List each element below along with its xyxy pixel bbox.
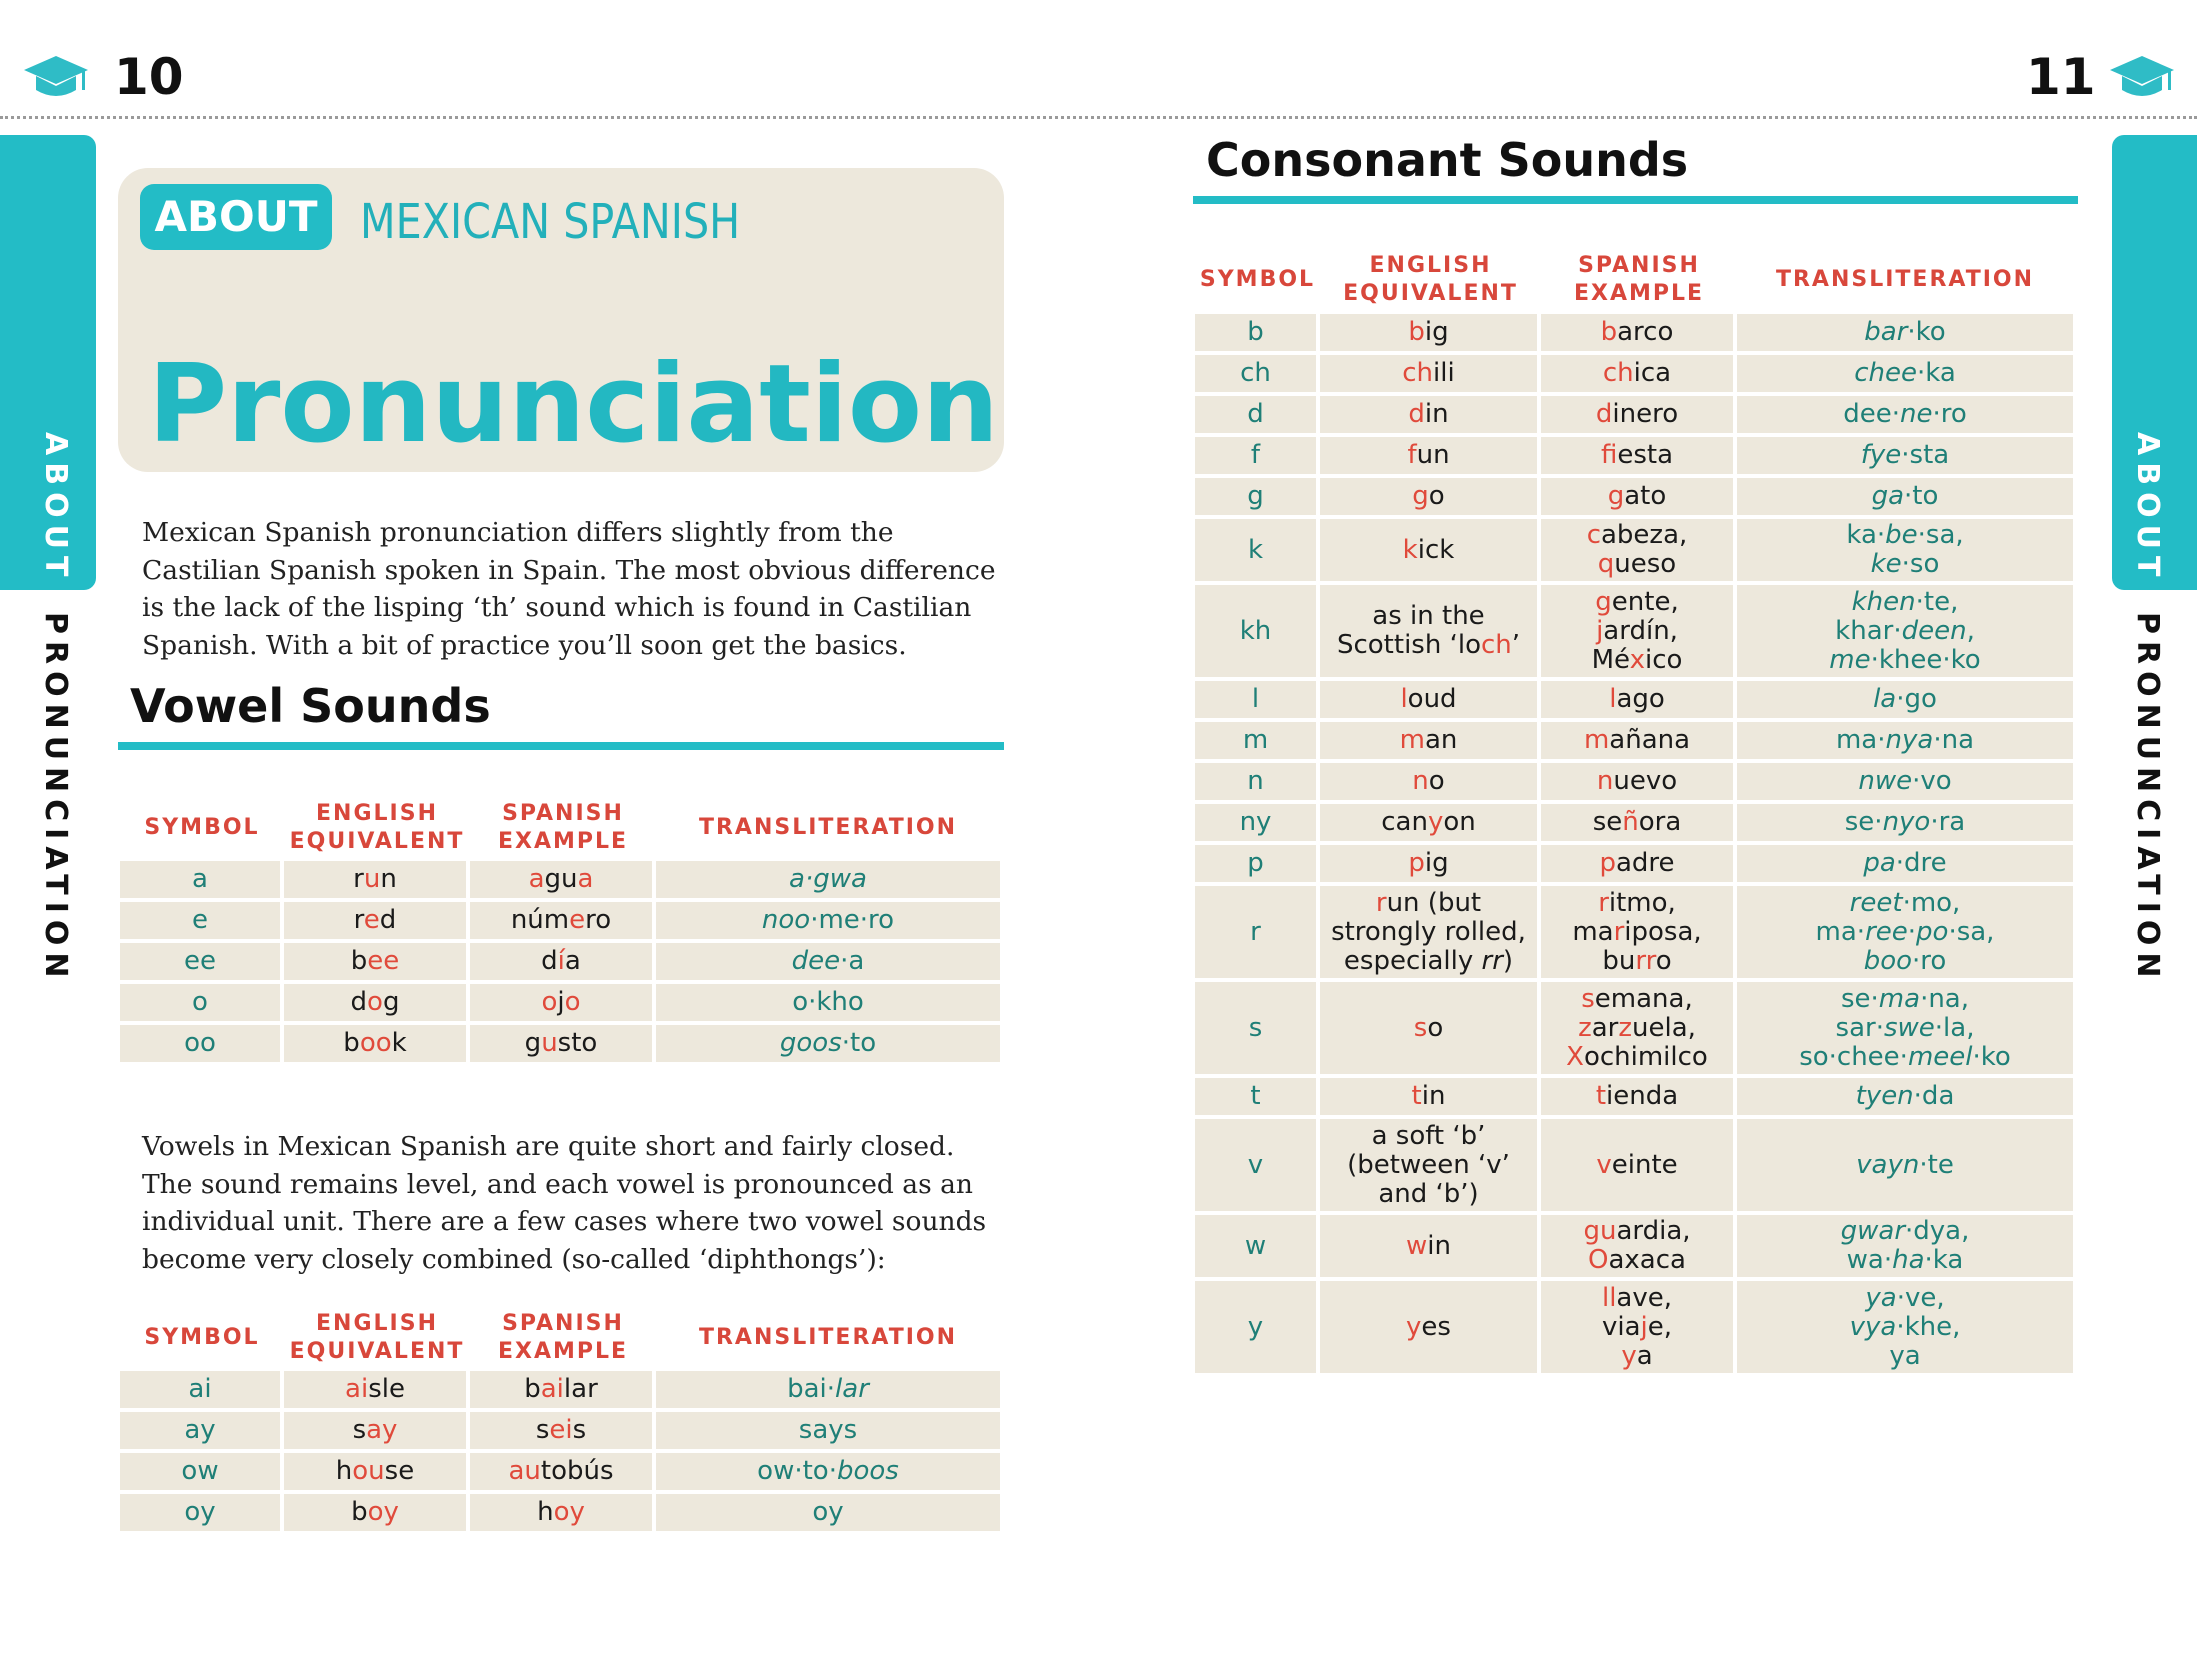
table-row bbox=[120, 1412, 1000, 1453]
cell-english: yes bbox=[1320, 1281, 1541, 1377]
graduation-cap-icon bbox=[22, 52, 90, 102]
cell-symbol: oo bbox=[120, 1025, 284, 1066]
cell-english: run (but strongly rolled, especially rr) bbox=[1320, 886, 1541, 982]
banner-subtitle: MEXICAN SPANISH bbox=[360, 194, 741, 250]
side-tab-right-sublabel: PRONUNCIATION bbox=[2130, 612, 2165, 985]
cell-spanish: ritmo, mariposa, burro bbox=[1541, 886, 1737, 982]
cell-transliteration: noo·me·ro bbox=[656, 902, 1000, 943]
col-english: ENGLISH EQUIVALENT bbox=[1343, 253, 1518, 306]
cell-spanish: dinero bbox=[1541, 396, 1737, 437]
cell-english: canyon bbox=[1320, 804, 1541, 845]
cell-symbol: e bbox=[120, 902, 284, 943]
cell-spanish: barco bbox=[1541, 314, 1737, 355]
cell-symbol: ai bbox=[120, 1371, 284, 1412]
cell-transliteration: la·go bbox=[1737, 681, 2073, 722]
cell-symbol: r bbox=[1195, 886, 1320, 982]
cell-english: run bbox=[284, 861, 470, 902]
cell-symbol: ee bbox=[120, 943, 284, 984]
table-row bbox=[120, 902, 1000, 943]
cell-transliteration: se·nyo·ra bbox=[1737, 804, 2073, 845]
cell-symbol: m bbox=[1195, 722, 1320, 763]
cell-english: go bbox=[1320, 478, 1541, 519]
cell-transliteration: says bbox=[656, 1412, 1000, 1453]
cell-spanish: nuevo bbox=[1541, 763, 1737, 804]
consonant-heading-rule bbox=[1193, 196, 2078, 204]
cell-symbol: o bbox=[120, 984, 284, 1025]
cell-spanish: día bbox=[470, 943, 656, 984]
cell-spanish: veinte bbox=[1541, 1119, 1737, 1215]
cell-symbol: t bbox=[1195, 1078, 1320, 1119]
page-number-left: 10 bbox=[114, 48, 184, 106]
table-row bbox=[1195, 681, 2073, 722]
diphthong-table bbox=[120, 1305, 1000, 1535]
page-title: Pronunciation bbox=[148, 342, 999, 467]
cell-transliteration: a·gwa bbox=[656, 861, 1000, 902]
cell-symbol: kh bbox=[1195, 585, 1320, 681]
cell-english: din bbox=[1320, 396, 1541, 437]
cell-symbol: w bbox=[1195, 1215, 1320, 1281]
table-row bbox=[1195, 314, 2073, 355]
cell-spanish: cabeza, queso bbox=[1541, 519, 1737, 585]
col-translit: TRANSLITERATION bbox=[1775, 267, 2035, 292]
table-row bbox=[120, 861, 1000, 902]
table-row bbox=[1195, 845, 2073, 886]
table-row bbox=[1195, 886, 2073, 982]
cell-spanish: gente, jardín, México bbox=[1541, 585, 1737, 681]
cell-transliteration: tyen·da bbox=[1737, 1078, 2073, 1119]
cell-symbol: d bbox=[1195, 396, 1320, 437]
cell-symbol: a bbox=[120, 861, 284, 902]
table-row bbox=[1195, 1215, 2073, 1281]
table-row bbox=[1195, 519, 2073, 585]
cell-symbol: b bbox=[1195, 314, 1320, 355]
table-row bbox=[120, 984, 1000, 1025]
cell-transliteration: fye·sta bbox=[1737, 437, 2073, 478]
table-row bbox=[1195, 804, 2073, 845]
table-row bbox=[120, 1025, 1000, 1066]
header-divider bbox=[0, 116, 2197, 119]
cell-transliteration: gwar·dya, wa·ha·ka bbox=[1737, 1215, 2073, 1281]
cell-transliteration: ka·be·sa, ke·so bbox=[1737, 519, 2073, 585]
cell-symbol: ow bbox=[120, 1453, 284, 1494]
cell-symbol: ny bbox=[1195, 804, 1320, 845]
cell-spanish: mañana bbox=[1541, 722, 1737, 763]
cell-english: big bbox=[1320, 314, 1541, 355]
cell-spanish: fiesta bbox=[1541, 437, 1737, 478]
side-tab-left-label: ABOUT bbox=[38, 432, 73, 584]
cell-transliteration: ma·nya·na bbox=[1737, 722, 2073, 763]
cell-english: win bbox=[1320, 1215, 1541, 1281]
cell-symbol: oy bbox=[120, 1494, 284, 1535]
cell-spanish: bailar bbox=[470, 1371, 656, 1412]
cell-english: loud bbox=[1320, 681, 1541, 722]
cell-english: tin bbox=[1320, 1078, 1541, 1119]
col-translit: TRANSLITERATION bbox=[698, 815, 958, 840]
cell-spanish: chica bbox=[1541, 355, 1737, 396]
cell-english: a soft ‘b’ (between ‘v’ and ‘b’) bbox=[1320, 1119, 1541, 1215]
cell-symbol: y bbox=[1195, 1281, 1320, 1377]
cell-symbol: ay bbox=[120, 1412, 284, 1453]
col-translit: TRANSLITERATION bbox=[698, 1325, 958, 1350]
vowel-table bbox=[120, 795, 1000, 1066]
cell-transliteration: oy bbox=[656, 1494, 1000, 1535]
cell-spanish: lago bbox=[1541, 681, 1737, 722]
cell-transliteration: bar·ko bbox=[1737, 314, 2073, 355]
cell-transliteration: goos·to bbox=[656, 1025, 1000, 1066]
col-symbol: SYMBOL bbox=[144, 1325, 260, 1350]
cell-spanish: gato bbox=[1541, 478, 1737, 519]
cell-english: say bbox=[284, 1412, 470, 1453]
cell-spanish: agua bbox=[470, 861, 656, 902]
col-spanish: SPANISH EXAMPLE bbox=[497, 1311, 629, 1364]
cell-english: so bbox=[1320, 982, 1541, 1078]
cell-symbol: g bbox=[1195, 478, 1320, 519]
table-row bbox=[1195, 437, 2073, 478]
cell-symbol: ch bbox=[1195, 355, 1320, 396]
table-row bbox=[1195, 982, 2073, 1078]
cell-transliteration: chee·ka bbox=[1737, 355, 2073, 396]
cell-transliteration: ga·to bbox=[1737, 478, 2073, 519]
cell-english: dog bbox=[284, 984, 470, 1025]
cell-spanish: señora bbox=[1541, 804, 1737, 845]
intro-paragraph: Mexican Spanish pronunciation differs slightly from the Castilian Spanish spoken in Spain. The most obvious difference is the lack of the lisping ‘th’ sound which is found in Castilian Spanish. With a bit of practice you’ll soon get the basics. bbox=[142, 517, 996, 661]
vowels-paragraph: Vowels in Mexican Spanish are quite short and fairly closed. The sound remains level, and each vowel is pronounced as an individual unit. There are a few cases where two vowel sounds become very closely combined (so-called ‘diphthongs’): bbox=[142, 1131, 987, 1275]
cell-english: chili bbox=[1320, 355, 1541, 396]
vowel-heading-rule bbox=[118, 742, 1004, 750]
col-english: ENGLISH EQUIVALENT bbox=[289, 801, 465, 854]
graduation-cap-icon bbox=[2108, 52, 2176, 102]
cell-transliteration: dee·a bbox=[656, 943, 1000, 984]
cell-spanish: número bbox=[470, 902, 656, 943]
about-pill: ABOUT bbox=[140, 184, 332, 250]
cell-spanish: llave, viaje, ya bbox=[1541, 1281, 1737, 1377]
table-row bbox=[1195, 355, 2073, 396]
cell-english: book bbox=[284, 1025, 470, 1066]
table-row bbox=[120, 1494, 1000, 1535]
col-symbol: SYMBOL bbox=[1199, 267, 1316, 292]
cell-spanish: hoy bbox=[470, 1494, 656, 1535]
cell-transliteration: reet·mo, ma·ree·po·sa, boo·ro bbox=[1737, 886, 2073, 982]
cell-english: fun bbox=[1320, 437, 1541, 478]
side-tab-right-label: ABOUT bbox=[2130, 432, 2165, 584]
cell-english: aisle bbox=[284, 1371, 470, 1412]
table-row bbox=[120, 1453, 1000, 1494]
cell-english: no bbox=[1320, 763, 1541, 804]
side-tab-left-sublabel: PRONUNCIATION bbox=[38, 612, 73, 985]
table-row bbox=[1195, 396, 2073, 437]
col-spanish: SPANISH EXAMPLE bbox=[497, 801, 629, 854]
cell-symbol: p bbox=[1195, 845, 1320, 886]
cell-english: red bbox=[284, 902, 470, 943]
table-row bbox=[120, 1371, 1000, 1412]
cell-english: bee bbox=[284, 943, 470, 984]
vowel-heading: Vowel Sounds bbox=[130, 679, 491, 733]
cell-transliteration: ow·to·boos bbox=[656, 1453, 1000, 1494]
table-row bbox=[1195, 1119, 2073, 1215]
col-english: ENGLISH EQUIVALENT bbox=[289, 1311, 465, 1364]
consonant-table bbox=[1195, 246, 2073, 1377]
cell-spanish: gusto bbox=[470, 1025, 656, 1066]
cell-symbol: k bbox=[1195, 519, 1320, 585]
cell-spanish: padre bbox=[1541, 845, 1737, 886]
cell-spanish: tienda bbox=[1541, 1078, 1737, 1119]
cell-transliteration: khen·te, khar·deen, me·khee·ko bbox=[1737, 585, 2073, 681]
cell-transliteration: bai·lar bbox=[656, 1371, 1000, 1412]
cell-symbol: l bbox=[1195, 681, 1320, 722]
col-spanish: SPANISH EXAMPLE bbox=[1573, 253, 1705, 306]
col-symbol: SYMBOL bbox=[144, 815, 260, 840]
cell-spanish: semana, zarzuela, Xochimilco bbox=[1541, 982, 1737, 1078]
page-number-right: 11 bbox=[2026, 48, 2096, 106]
table-row bbox=[1195, 722, 2073, 763]
cell-symbol: f bbox=[1195, 437, 1320, 478]
cell-symbol: n bbox=[1195, 763, 1320, 804]
cell-spanish: ojo bbox=[470, 984, 656, 1025]
cell-transliteration: dee·ne·ro bbox=[1737, 396, 2073, 437]
cell-english: pig bbox=[1320, 845, 1541, 886]
table-row bbox=[1195, 763, 2073, 804]
table-row bbox=[1195, 1078, 2073, 1119]
cell-transliteration: vayn·te bbox=[1737, 1119, 2073, 1215]
cell-transliteration: ya·ve, vya·khe, ya bbox=[1737, 1281, 2073, 1377]
cell-symbol: v bbox=[1195, 1119, 1320, 1215]
cell-symbol: s bbox=[1195, 982, 1320, 1078]
cell-spanish: guardia, Oaxaca bbox=[1541, 1215, 1737, 1281]
cell-transliteration: o·kho bbox=[656, 984, 1000, 1025]
cell-english: house bbox=[284, 1453, 470, 1494]
cell-spanish: autobús bbox=[470, 1453, 656, 1494]
cell-spanish: seis bbox=[470, 1412, 656, 1453]
table-row bbox=[1195, 1281, 2073, 1377]
table-row bbox=[1195, 478, 2073, 519]
cell-english: as in the Scottish ‘loch’ bbox=[1320, 585, 1541, 681]
cell-transliteration: se·ma·na, sar·swe·la, so·chee·meel·ko bbox=[1737, 982, 2073, 1078]
table-row bbox=[1195, 585, 2073, 681]
table-row bbox=[120, 943, 1000, 984]
cell-english: man bbox=[1320, 722, 1541, 763]
cell-transliteration: nwe·vo bbox=[1737, 763, 2073, 804]
cell-english: boy bbox=[284, 1494, 470, 1535]
cell-transliteration: pa·dre bbox=[1737, 845, 2073, 886]
cell-english: kick bbox=[1320, 519, 1541, 585]
consonant-heading: Consonant Sounds bbox=[1206, 133, 1689, 187]
